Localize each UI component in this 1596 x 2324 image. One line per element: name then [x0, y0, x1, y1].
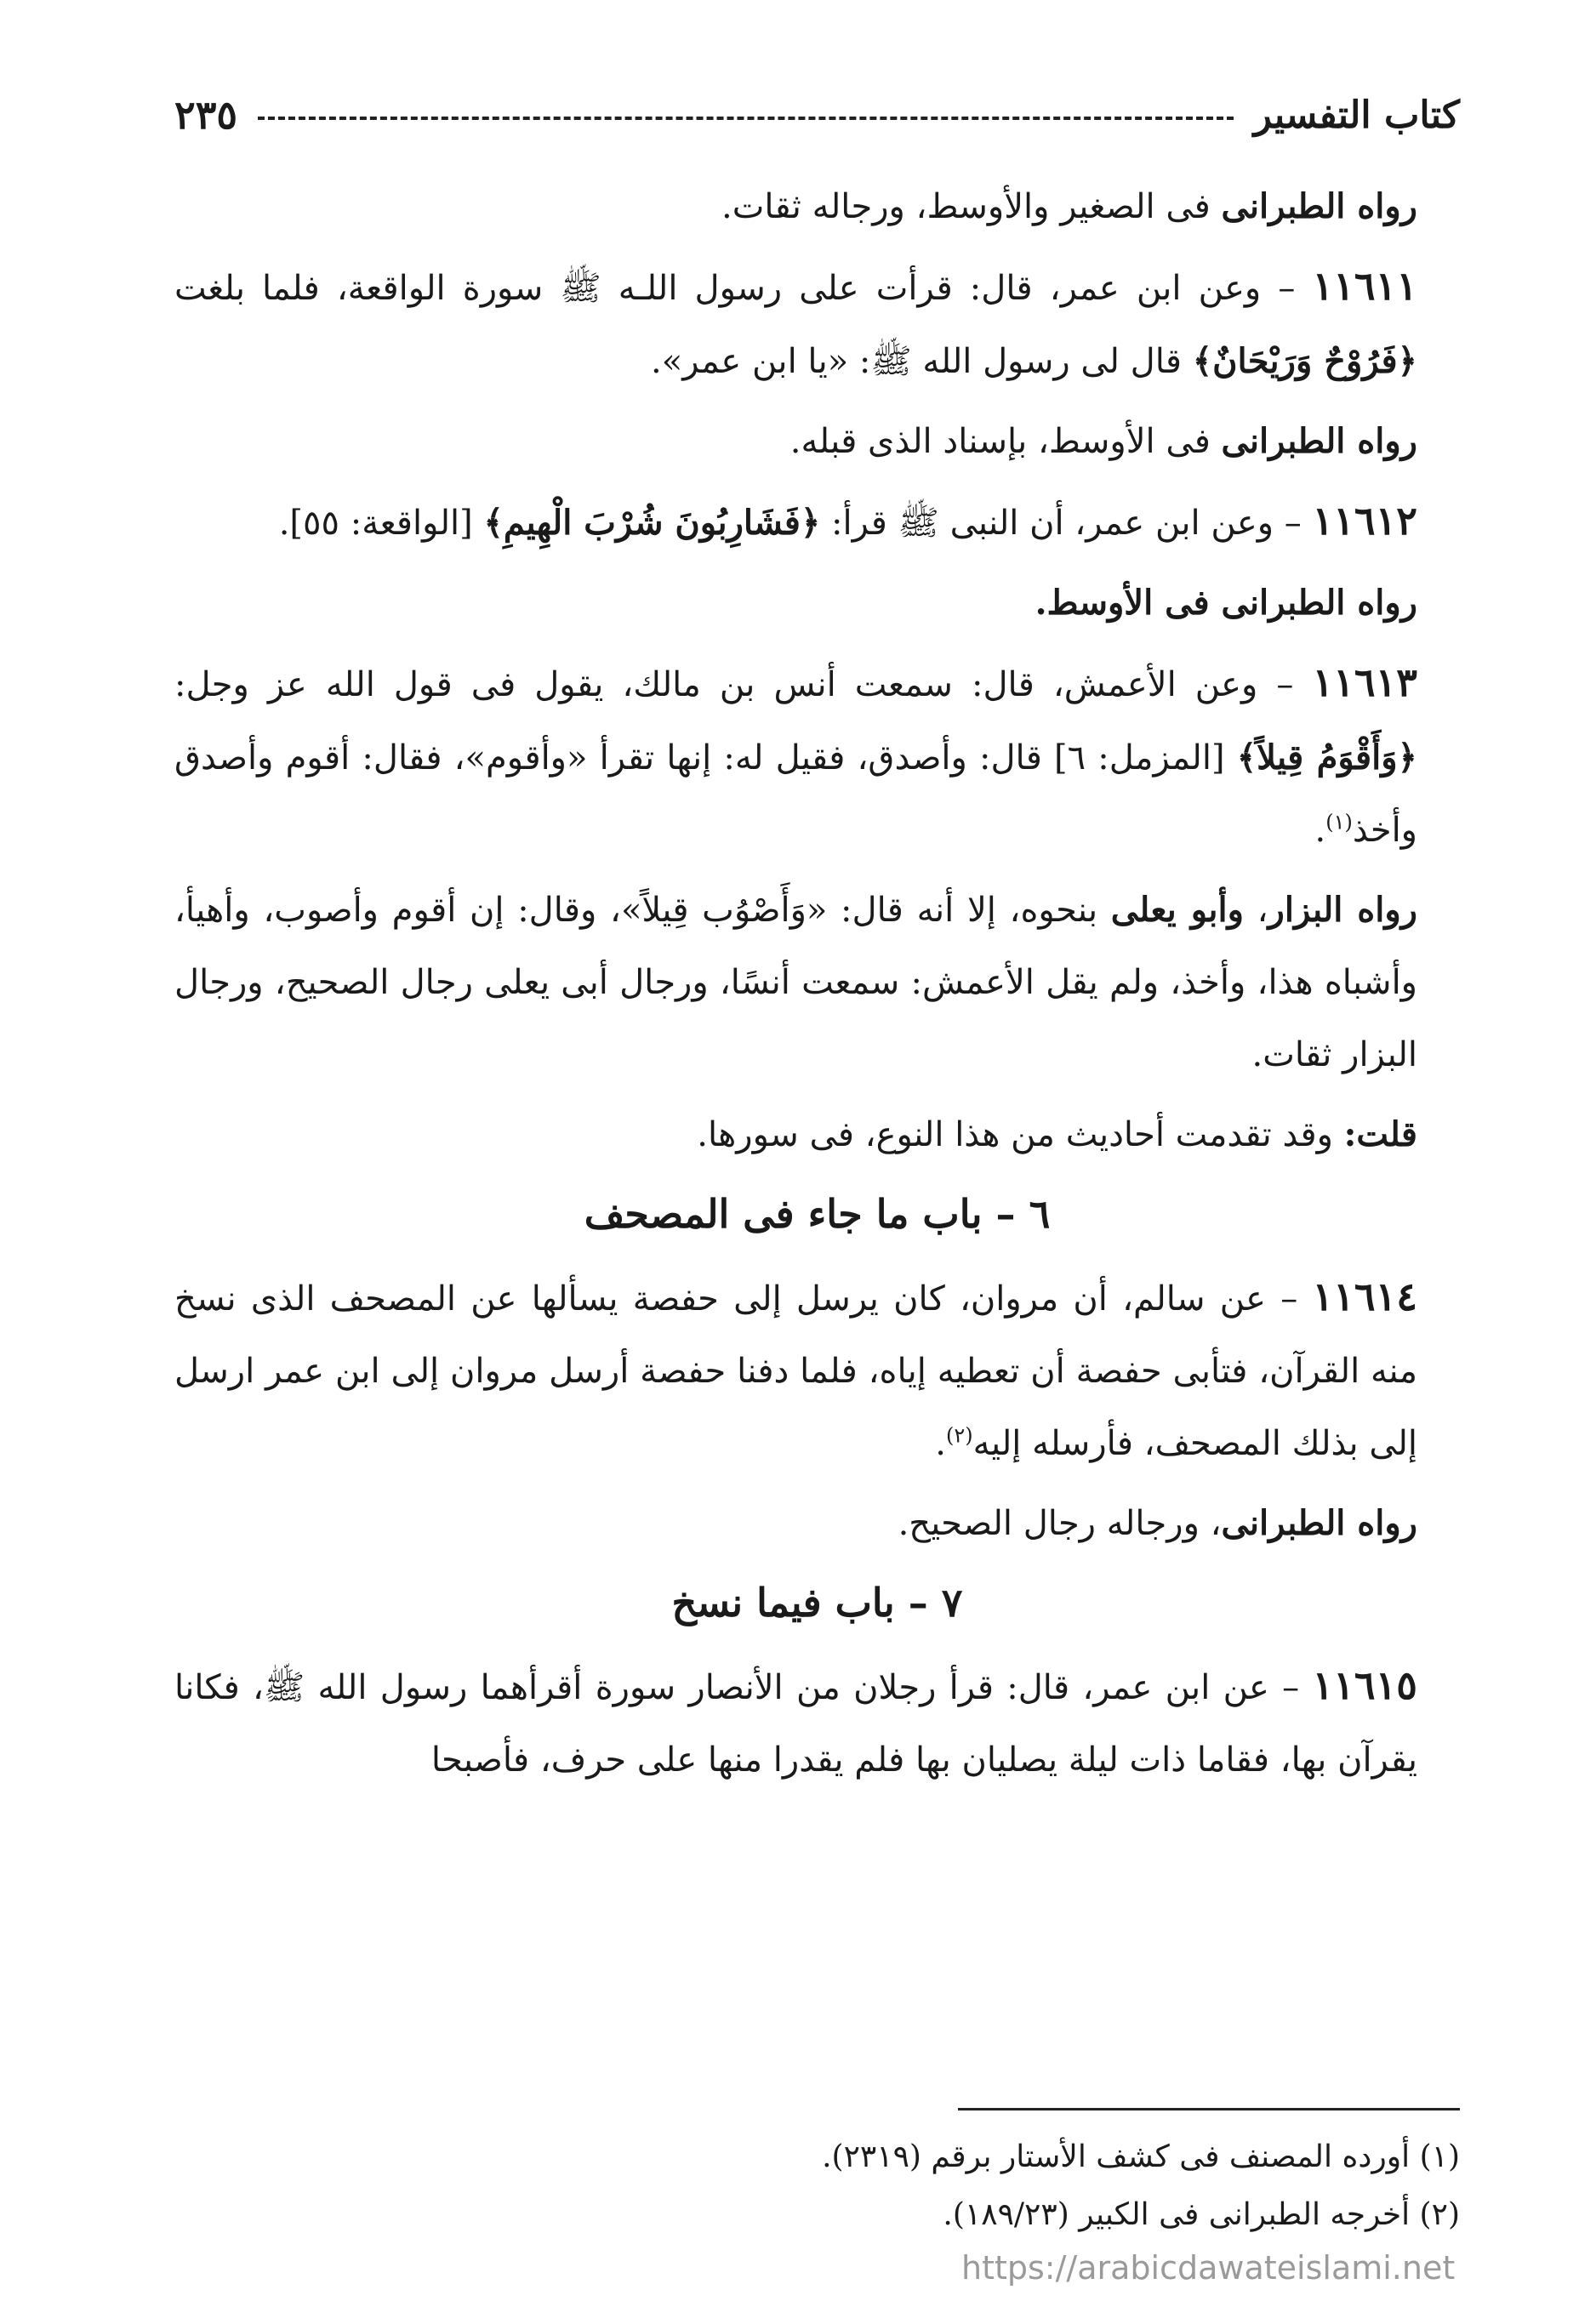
footnote-ref-1[interactable]: (١) [1325, 810, 1353, 834]
paragraph-10 [174, 1487, 1460, 1560]
paragraph-text: فى الأوسط، بإسناد الذى قبله. [789, 422, 1222, 461]
paragraph-text: ، [1243, 891, 1268, 930]
page-number: ٢٣٥ [174, 92, 238, 138]
footnote-divider [958, 2108, 1460, 2110]
hadith-11615 [174, 1649, 1460, 1797]
source-attribution: رواه البزار [1268, 890, 1417, 930]
footnote-2: (٢) أخرجه الطبرانى فى الكبير (١٨٩/٢٣). [943, 2197, 1460, 2232]
hadith-text: – وعن ابن عمر، أن النبى ﷺ قرأ: [820, 504, 1313, 543]
paragraph-3 [174, 405, 1460, 478]
hadith-text-cont: [الواقعة: ٥٥]. [278, 504, 484, 543]
hadith-text-cont: [المزمل: ٦] قال: وأصدق، فقيل له: إنها تقرأ «وأقوم»، فقال: أقوم وأصدق وأخذ [174, 738, 1417, 850]
paragraph-1 [174, 170, 1460, 243]
hadith-number: ١١٦١٢ [1312, 498, 1417, 544]
hadith-number: ١١٦١٥ [1312, 1662, 1417, 1708]
paragraph-text: ، ورجاله رجال الصحيح. [898, 1504, 1222, 1543]
quran-quote: ﴿وَأَقْوَمُ قِيلاً﴾ [1236, 738, 1417, 778]
watermark-url: https://arabicdawateislami.net [961, 2249, 1456, 2287]
source-attribution: رواه الطبرانى [1221, 421, 1417, 461]
hadith-11614 [174, 1261, 1460, 1480]
book-title: كتاب التفسير [1253, 93, 1460, 137]
hadith-number: ١١٦١٣ [1312, 659, 1417, 705]
source-attribution-2: وأبو يعلى [1110, 890, 1244, 930]
quran-quote: ﴿فَرُوْحٌ وَرَيْحَانٌ﴾ [1192, 341, 1417, 381]
hadith-text: – وعن الأعمش، قال: سمعت أنس بن مالك، يقول فى قول الله عز وجل: [174, 665, 1313, 704]
paragraph-text: فى الصغير والأوسط، ورجاله ثقات. [721, 187, 1222, 226]
hadith-text-cont: قال لى رسول الله ﷺ: «يا ابن عمر». [651, 342, 1193, 381]
hadith-text: – وعن ابن عمر، قال: قرأت على رسول اللـه ﷺ سورة الواقعة، فلما بلغت [174, 269, 1313, 308]
paragraph-8 [174, 1098, 1460, 1171]
hadith-number: ١١٦١٤ [1312, 1273, 1417, 1319]
footnote-1: (١) أورده المصنف فى كشف الأستار برقم (٢٣١٩). [822, 2139, 1460, 2174]
hadith-11613 [174, 647, 1460, 867]
hadith-11611 [174, 250, 1460, 398]
hadith-text-end: . [935, 1424, 946, 1463]
hadith-number: ١١٦١١ [1312, 263, 1417, 309]
source-attribution: رواه الطبرانى [1221, 186, 1417, 226]
paragraph-text: وقد تقدمت أحاديث من هذا النوع، فى سورها. [697, 1115, 1344, 1154]
paragraph-7 [174, 874, 1460, 1091]
paragraph-5 [174, 567, 1460, 640]
hadith-11612 [174, 485, 1460, 560]
quran-quote: ﴿فَشَارِبُونَ شُرْبَ الْهِيمِ﴾ [483, 503, 821, 543]
footnote-ref-2[interactable]: (٢) [945, 1423, 973, 1448]
section-heading-6: ٦ – باب ما جاء فى المصحف [584, 1191, 1051, 1237]
main-text [174, 170, 1460, 1803]
source-attribution: رواه الطبرانى [1221, 1503, 1417, 1543]
running-header [174, 85, 1460, 145]
source-attribution: رواه الطبرانى فى الأوسط. [1035, 583, 1417, 623]
section-heading-7: ٧ – باب فيما نسخ [671, 1580, 963, 1626]
hadith-text: – عن سالم، أن مروان، كان يرسل إلى حفصة يسألها عن المصحف الذى نسخ منه القرآن، فتأبى حفصة أن تعطيه إياه، فلما دفنا حفصة أرسل مروان إلى ابن عمر ارسل إلى بذلك المصحف، فأرسله إليه [174, 1279, 1417, 1463]
qult-label: قلت: [1343, 1114, 1417, 1154]
header-dashed-rule [258, 117, 1234, 120]
footnotes [174, 2128, 1460, 2244]
hadith-text-end: . [1314, 811, 1326, 850]
paragraph-text-cont: بنحوه، إلا أنه قال: «وَأَصْوُب قِيلاً»، وقال: إن أقوم وأصوب، وأهيأ، وأشباه هذا، وأخذ، ولم يقل الأعمش: سمعت أنسًا، ورجال أبى يعلى رجال الصحيح، ورجال البزار ثقات. [174, 891, 1417, 1074]
hadith-text: – عن ابن عمر، قال: قرأ رجلان من الأنصار سورة أقرأهما رسول الله ﷺ، فكانا يقرآن بها، فقاما ذات ليلة يصليان بها فلم يقدرا منها على حرف، فأصبحا [174, 1668, 1417, 1780]
